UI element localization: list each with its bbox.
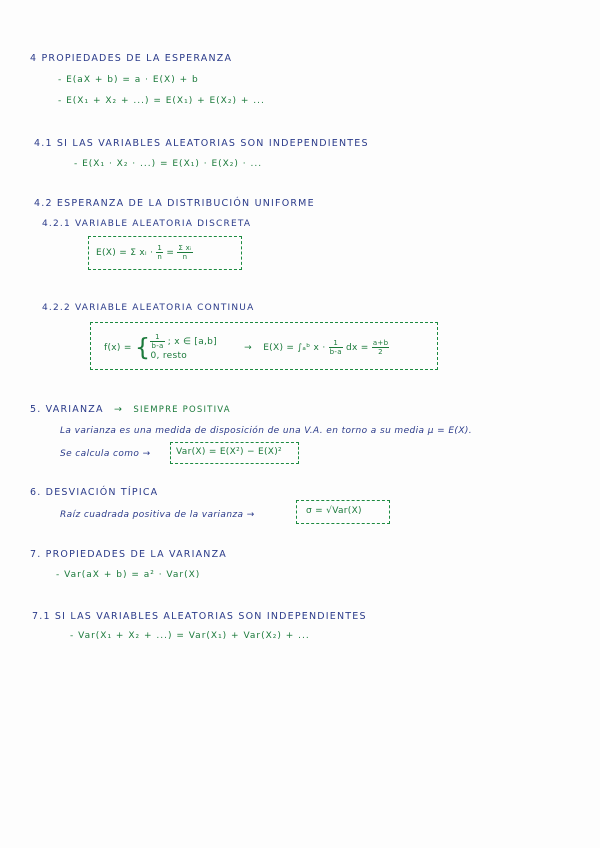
s4-property-1: - E(aX + b) = a · E(X) + b: [58, 75, 199, 85]
section-4-2-2-title: 4.2.2 VARIABLE ALEATORIA CONTINUA: [42, 303, 255, 313]
std-dev-formula: σ = √Var(X): [306, 506, 362, 516]
section-5-title: 5. VARIANZA → SIEMPRE POSITIVA: [30, 404, 231, 415]
s7-property-1: - Var(aX + b) = a² · Var(X): [56, 570, 201, 580]
discrete-lhs: E(X) =: [96, 248, 131, 258]
s41-property-1: - E(X₁ · X₂ · ...) = E(X₁) · E(X₂) · ...: [74, 159, 263, 169]
section-4-1-title: 4.1 SI LAS VARIABLES ALEATORIAS SON INDEPENDIENTES: [34, 138, 369, 149]
variance-subtitle: SIEMPRE POSITIVA: [133, 405, 231, 415]
variance-calc-label: Se calcula como →: [60, 449, 151, 459]
continuous-expectation: E(X) = ∫ₐᵇ x ·: [263, 343, 329, 353]
continuous-result: $\frac{a+b}{2}$: [372, 339, 389, 356]
density-cases: $\frac{1}{b-a}$ ; x ∈ [a,b] 0, resto: [150, 333, 217, 361]
discrete-fraction-2: $\frac{\text{Σ xᵢ}}{n}$: [178, 244, 192, 261]
std-dev-definition: Raíz cuadrada positiva de la varianza →: [60, 510, 255, 520]
discrete-equals: =: [163, 248, 178, 258]
continuous-formula: f(x) = { $\frac{1}{b-a}$ ; x ∈ [a,b] 0, resto → E(X) = ∫ₐᵇ x · $\frac{1}{b-a}$ dx = $\frac{a+b}{2}$: [104, 333, 389, 362]
section-7-title: 7. PROPIEDADES DE LA VARIANZA: [30, 549, 228, 560]
section-4-2-title: 4.2 ESPERANZA DE LA DISTRIBUCIÓN UNIFORME: [34, 198, 315, 209]
section-4-title: 4 PROPIEDADES DE LA ESPERANZA: [30, 53, 233, 64]
variance-definition: La varianza es una medida de disposición de una V.A. en torno a su media μ = E(X).: [60, 426, 473, 436]
discrete-fraction: $\frac{1}{n}$: [157, 244, 163, 261]
density-lhs: f(x) =: [104, 343, 135, 353]
section-6-title: 6. DESVIACIÓN TÍPICA: [30, 487, 159, 498]
left-brace: {: [134, 333, 151, 362]
discrete-formula: [96, 244, 193, 261]
section-7-1-title: 7.1 SI LAS VARIABLES ALEATORIAS SON INDEPENDIENTES: [32, 611, 367, 622]
continuous-arrow: →: [244, 343, 253, 353]
variance-formula: Var(X) = E(X²) − E(X)²: [176, 447, 282, 457]
section-4-2-1-title: 4.2.1 VARIABLE ALEATORIA DISCRETA: [42, 219, 252, 229]
s71-property-1: - Var(X₁ + X₂ + ...) = Var(X₁) + Var(X₂) + ...: [70, 631, 310, 641]
variance-arrow: →: [113, 404, 124, 415]
discrete-sum: Σ xᵢ ·: [130, 248, 157, 258]
s4-property-2: - E(X₁ + X₂ + ...) = E(X₁) + E(X₂) + ...: [58, 96, 265, 106]
